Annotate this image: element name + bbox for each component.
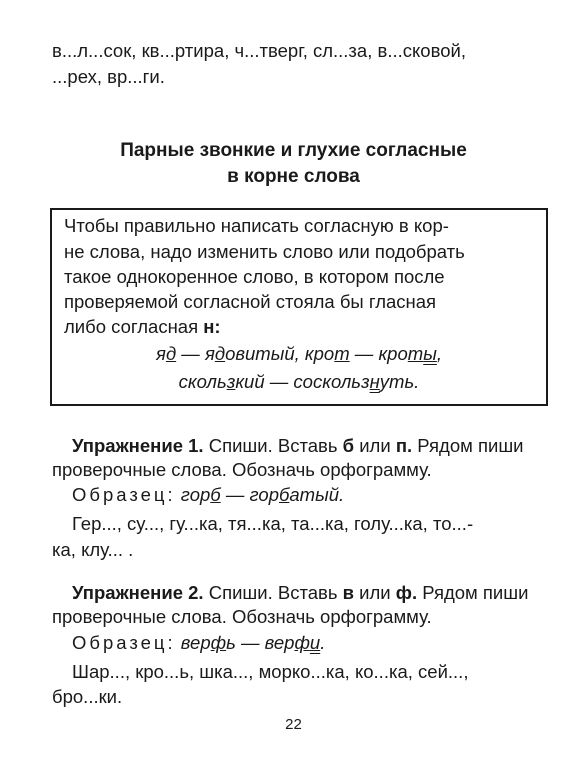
rule-text-line: не слова, надо изменить слово или подобрать	[64, 241, 465, 262]
dash: —	[176, 343, 205, 364]
sample-text: вер	[180, 632, 211, 653]
exercise-2-words-line2: бро...ки.	[52, 686, 123, 707]
rule-text-line: проверяемой согласной стояла бы гласная	[64, 291, 437, 312]
rule-text-line: такое однокоренное слово, в котором после	[64, 266, 445, 287]
highlighted-consonant: т	[334, 343, 350, 364]
exercise-2-words: Шар..., кро...ь, шка..., морко...ка, ко...ка, сей...,	[72, 661, 469, 682]
check-consonant: н	[369, 371, 380, 392]
example-text: я	[156, 343, 166, 364]
highlighted-consonant: д	[214, 343, 226, 364]
example-text: уть	[379, 371, 415, 392]
highlighted-consonant: б	[278, 484, 290, 505]
exercise-2-heading	[72, 580, 562, 606]
sample-text: гор	[249, 484, 279, 505]
sample-text: атый	[289, 484, 339, 505]
letter: в	[342, 582, 354, 603]
exercise-title: Упражнение 1.	[72, 435, 204, 456]
rule-example-1	[50, 341, 548, 367]
rule-text-line-last	[64, 314, 538, 340]
letter: ф.	[395, 582, 418, 603]
sample-text: вер	[264, 632, 295, 653]
example-text: сколь	[178, 371, 227, 392]
highlighted-consonant: б	[210, 484, 221, 505]
instruction-text: Рядом пиши	[412, 435, 524, 456]
exercise-1-sample	[72, 482, 562, 508]
highlighted-consonant: д	[165, 343, 177, 364]
instruction-text: Рядом пиши	[417, 582, 529, 603]
example-text: кро	[304, 343, 335, 364]
highlighted-consonant: ф	[294, 632, 310, 653]
exercise-1-words: Гер..., су..., гу...ка, тя...ка, та...ка, голу...ка, то...-	[72, 513, 474, 534]
example-text: кий	[235, 371, 265, 392]
highlighted-consonant: т	[407, 343, 424, 364]
punctuation: .	[320, 632, 326, 653]
exercise-2-instruction: проверочные слова. Обозначь орфограмму.	[52, 606, 432, 627]
sample-label: Образец:	[72, 632, 176, 653]
example-text: я	[204, 343, 215, 364]
example-text: овитый,	[225, 343, 305, 364]
section-title-line2: в корне слова	[227, 166, 360, 187]
sample-text: ь	[226, 632, 236, 653]
exercise-title: Упражнение 2.	[72, 582, 204, 603]
sample-label: Образец:	[72, 484, 176, 505]
exercise-2-sample	[72, 630, 562, 656]
rule-text-line: Чтобы правильно написать согласную в кор-	[64, 215, 449, 236]
instruction-text: или	[354, 435, 396, 456]
text-line: ...рех, вр...ги.	[52, 66, 165, 87]
dash: —	[264, 371, 294, 392]
dash: —	[220, 484, 250, 505]
instruction-text: Спиши. Вставь	[203, 582, 343, 603]
highlighted-consonant: з	[226, 371, 236, 392]
check-vowel: и	[309, 632, 321, 653]
dash: —	[235, 632, 265, 653]
exercise-1-heading	[72, 433, 562, 459]
rule-example-2	[50, 369, 548, 395]
punctuation: .	[414, 371, 420, 392]
example-text: кро	[378, 343, 408, 364]
exercise-1-words-line2: ка, клу... .	[52, 539, 134, 560]
letter: б	[342, 435, 355, 456]
punctuation: ,	[436, 343, 442, 364]
letter-n: н:	[203, 316, 221, 337]
exercise-1-instruction: проверочные слова. Обозначь орфограмму.	[52, 459, 432, 480]
check-vowel: ы	[423, 343, 437, 364]
text-line: в...л...сок, кв...ртира, ч...тверг, сл...за, в...сковой,	[52, 40, 466, 61]
highlighted-consonant: ф	[210, 632, 227, 653]
rule-text: либо согласная	[64, 316, 199, 337]
dash: —	[349, 343, 379, 364]
letter: п.	[395, 435, 413, 456]
instruction-text: или	[354, 582, 396, 603]
page-number: 22	[285, 716, 302, 733]
section-title: Парные звонкие и глухие согласные	[120, 140, 467, 161]
instruction-text: Спиши. Вставь	[203, 435, 343, 456]
example-text: соскольз	[293, 371, 370, 392]
sample-text: гор	[180, 484, 211, 505]
punctuation: .	[339, 484, 345, 505]
